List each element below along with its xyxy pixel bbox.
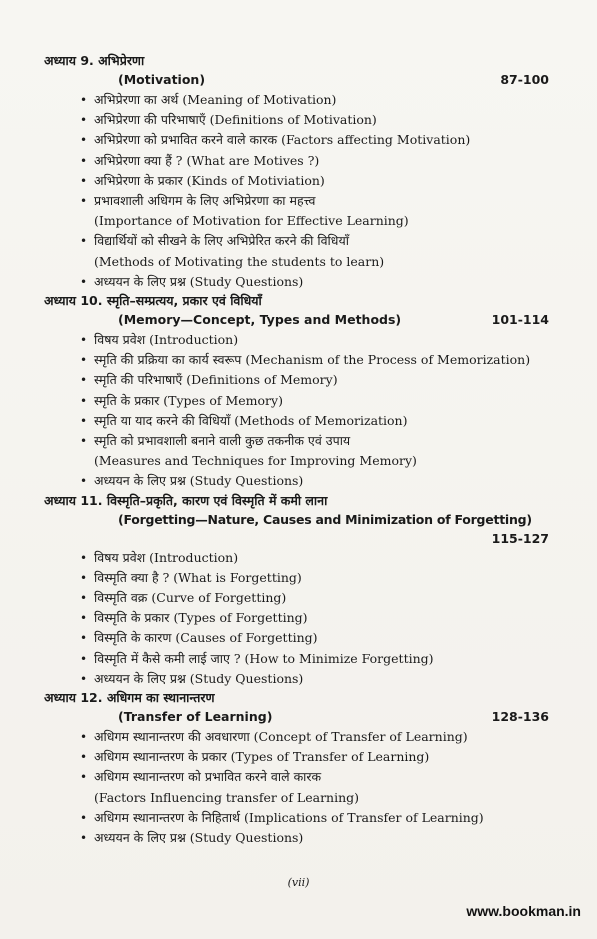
item-text: अभिप्रेरणा की परिभाषाएँ (Definitions of Motivation) (94, 112, 377, 128)
item-text: विद्यार्थियों को सीखने के लिए अभिप्रेरित करने की विधियाँ (94, 233, 349, 249)
chapter-10 (44, 292, 549, 492)
item-text: अध्ययन के लिए प्रश्न (Study Questions) (94, 473, 304, 489)
item-text: स्मृति की प्रक्रिया का कार्य स्वरूप (Mechanism of the Process of Memorization) (94, 352, 531, 368)
item-text: अध्ययन के लिए प्रश्न (Study Questions) (94, 670, 304, 686)
item-text: अभिप्रेरणा के प्रकार (Kinds of Motiviation) (94, 172, 325, 188)
list-item (80, 669, 549, 689)
list-item (80, 808, 549, 828)
bullet-icon: • (80, 274, 88, 289)
item-text: अभिप्रेरणा को प्रभावित करने वाले कारक (Factors affecting Motivation) (94, 132, 471, 148)
bullet-icon: • (80, 550, 88, 565)
item-text: स्मृति की परिभाषाएँ (Definitions of Memory) (94, 372, 338, 388)
chapter-items (44, 330, 549, 492)
list-item (80, 370, 549, 390)
chapter-items (44, 548, 549, 689)
list-item (80, 110, 549, 130)
list-item (80, 330, 549, 350)
list-item (80, 568, 549, 588)
bullet-icon: • (80, 133, 88, 148)
item-text: अधिगम स्थानान्तरण के प्रकार (Types of Transfer of Learning) (94, 749, 430, 765)
chapter-subtitle-row (44, 70, 549, 90)
chapter-pages: 115-127 (491, 530, 549, 546)
item-text: विषय प्रवेश (Introduction) (94, 549, 239, 565)
chapter-subtitle: (Memory—Concept, Types and Methods) (118, 312, 402, 328)
chapter-title: अध्याय 9. अभिप्रेरणा (44, 53, 145, 68)
bullet-icon: • (80, 434, 88, 449)
list-item (80, 90, 549, 110)
bullet-icon: • (80, 113, 88, 128)
list-item (80, 767, 549, 807)
list-item (80, 747, 549, 767)
chapter-12 (44, 689, 549, 848)
list-item (80, 151, 549, 171)
item-text: अभिप्रेरणा क्या हैं ? (What are Motives ?) (94, 152, 320, 168)
item-text: अधिगम स्थानान्तरण के निहितार्थ (Implications of Transfer of Learning) (94, 809, 484, 825)
table-of-contents (44, 52, 549, 848)
list-item (80, 828, 549, 848)
item-text: अधिगम स्थानान्तरण को प्रभावित करने वाले कारक (94, 769, 322, 785)
bullet-icon: • (80, 631, 88, 646)
list-item (80, 191, 549, 231)
chapter-pages: 101-114 (491, 312, 549, 328)
bullet-icon: • (80, 810, 88, 825)
bullet-icon: • (80, 413, 88, 428)
chapter-9 (44, 52, 549, 292)
bullet-icon: • (80, 671, 88, 686)
list-item (80, 588, 549, 608)
item-text: विस्मृति वक्र (Curve of Forgetting) (94, 590, 287, 606)
list-item (80, 431, 549, 471)
item-text-translation: (Importance of Motivation for Effective Learning) (94, 213, 409, 229)
bullet-icon: • (80, 831, 88, 846)
list-item (80, 391, 549, 411)
chapter-pages: 87-100 (500, 72, 549, 87)
chapter-subtitle-row (44, 310, 549, 330)
chapter-pages: 128-136 (491, 709, 549, 725)
bullet-icon: • (80, 194, 88, 209)
item-text: स्मृति के प्रकार (Types of Memory) (94, 392, 283, 408)
chapter-subtitle-row (44, 510, 549, 530)
list-item (80, 231, 549, 271)
list-item (80, 471, 549, 491)
bullet-icon: • (80, 153, 88, 168)
bullet-icon: • (80, 611, 88, 626)
chapter-subtitle: (Transfer of Learning) (118, 709, 273, 725)
item-text-translation: (Measures and Techniques for Improving Memory) (94, 453, 417, 469)
bullet-icon: • (80, 770, 88, 785)
list-item (80, 130, 549, 150)
bullet-icon: • (80, 93, 88, 107)
list-item (80, 608, 549, 628)
item-text: विस्मृति क्या है ? (What is Forgetting) (94, 569, 302, 585)
item-text: विस्मृति के प्रकार (Types of Forgetting) (94, 610, 308, 626)
bullet-icon: • (80, 750, 88, 765)
bullet-icon: • (80, 591, 88, 606)
list-item (80, 628, 549, 648)
item-text: स्मृति या याद करने की विधियाँ (Methods of Memorization) (94, 412, 408, 428)
item-text: प्रभावशाली अधिगम के लिए अभिप्रेरणा का महत्त्व (94, 193, 316, 209)
chapter-title: अध्याय 12. अधिगम का स्थानान्तरण (44, 690, 215, 706)
list-item (80, 272, 549, 292)
bullet-icon: • (80, 393, 88, 408)
chapter-subtitle-row (44, 707, 549, 727)
chapter-subtitle: (Forgetting—Nature, Causes and Minimization of Forgetting) (118, 511, 532, 527)
bullet-icon: • (80, 373, 88, 388)
item-text: विषय प्रवेश (Introduction) (94, 332, 239, 348)
chapter-11 (44, 492, 549, 689)
chapter-title: अध्याय 11. विस्मृति–प्रकृति, कारण एवं विस्मृति में कमी लाना (44, 492, 328, 508)
item-text: अभिप्रेरणा का अर्थ (Meaning of Motivation) (94, 92, 337, 107)
bullet-icon: • (80, 651, 88, 666)
item-text: विस्मृति में कैसे कमी लाई जाए ? (How to Minimize Forgetting) (94, 650, 434, 666)
bullet-icon: • (80, 570, 88, 585)
page-number: (vii) (287, 876, 310, 889)
chapter-items (44, 727, 549, 848)
watermark-url: www.bookman.in (466, 903, 581, 919)
bullet-icon: • (80, 353, 88, 368)
item-text: अध्ययन के लिए प्रश्न (Study Questions) (94, 830, 304, 846)
list-item (80, 727, 549, 747)
list-item (80, 548, 549, 568)
chapter-subtitle: (Motivation) (118, 72, 206, 87)
chapter-items (44, 90, 549, 292)
list-item (80, 350, 549, 370)
bullet-icon: • (80, 333, 88, 348)
bullet-icon: • (80, 234, 88, 249)
list-item (80, 171, 549, 191)
item-text: विस्मृति के कारण (Causes of Forgetting) (94, 630, 318, 646)
item-text-translation: (Methods of Motivating the students to learn) (94, 253, 385, 269)
list-item (80, 411, 549, 431)
item-text: अधिगम स्थानान्तरण की अवधारणा (Concept of Transfer of Learning) (94, 729, 468, 745)
bullet-icon: • (80, 474, 88, 489)
bullet-icon: • (80, 173, 88, 188)
bullet-icon: • (80, 730, 88, 745)
chapter-title: अध्याय 10. स्मृति–सम्प्रत्यय, प्रकार एवं विधियाँ (44, 293, 262, 309)
item-text-translation: (Factors Influencing transfer of Learning) (94, 789, 360, 805)
item-text: अध्ययन के लिए प्रश्न (Study Questions) (94, 273, 304, 289)
item-text: स्मृति को प्रभावशाली बनाने वाली कुछ तकनीक एवं उपाय (94, 433, 351, 449)
list-item (80, 649, 549, 669)
